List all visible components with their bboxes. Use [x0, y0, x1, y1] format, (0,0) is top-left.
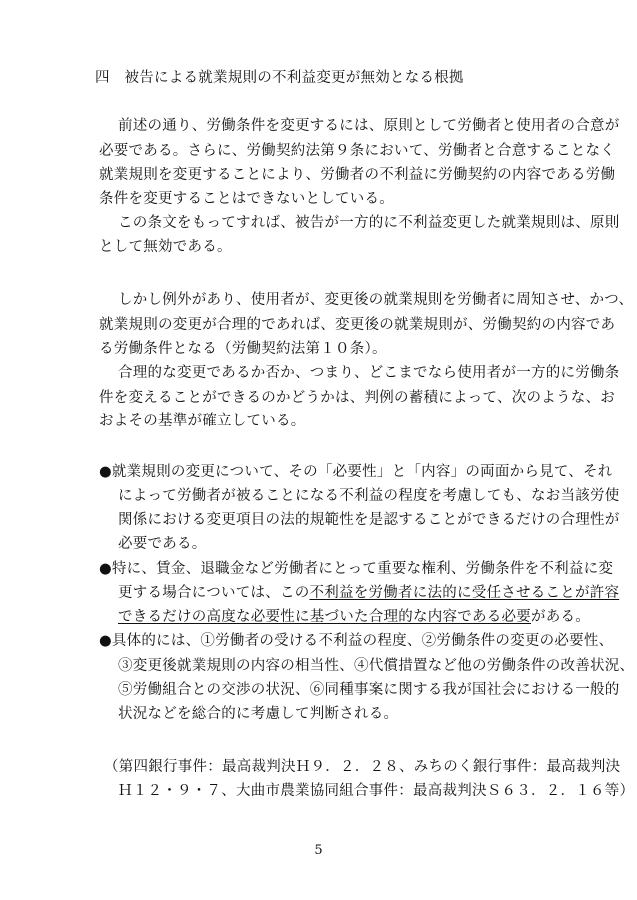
bullet-line: ●就業規則の変更について、その「必要性」と「内容」の両面から見て、それ: [99, 464, 613, 480]
page-number: 5: [314, 843, 323, 858]
bullet-line: [118, 607, 590, 627]
citation-line: （第四銀行事件：最高裁判決Ｈ９．２．２８、みちのく銀行事件：最高裁判決: [104, 759, 621, 775]
bullet-text: 更する場合については、この: [118, 585, 310, 601]
paragraph-line: しかし例外があり、使用者が、変更後の就業規則を労働者に周知させ、かつ、: [118, 292, 634, 308]
bullet-line: によって労働者が被ることになる不利益の程度を考慮しても、なお当該労使: [118, 488, 620, 504]
paragraph-line: およその基準が確立している。: [99, 413, 306, 429]
paragraph-line: 件を変えることができるのかどうかは、判例の蓄積によって、次のような、お: [99, 390, 615, 406]
bullet-line: ●具体的には、①労働者の受ける不利益の程度、②労働条件の変更の必要性、: [99, 633, 614, 649]
bullet-line: ③変更後就業規則の内容の相当性、④代償措置など他の労働条件の改善状況、: [118, 658, 635, 674]
underlined-text: 不利益を労働者に法的に受任させることが許容: [309, 585, 620, 601]
section-heading: 四 被告による就業規則の不利益変更が無効となる根拠: [95, 70, 464, 86]
citation-line: Ｈ１２・９・７、大曲市農業協同組合事件：最高裁判決Ｓ６３．２．１６等）: [118, 783, 635, 799]
paragraph-line: 合理的な変更であるか否か、つまり、どこまでなら使用者が一方的に労働条: [118, 365, 620, 381]
bullet-text: がある。: [531, 609, 590, 625]
bullet-line: 関係における変更項目の法的規範性を是認することができるだけの合理性が: [118, 512, 620, 528]
paragraph-line: として無効である。: [99, 239, 232, 255]
paragraph-line: 必要である。さらに、労働契約法第９条において、労働者と合意することなく: [99, 143, 615, 159]
bullet-line: ●特に、賃金、退職金など労働者にとって重要な権利、労働条件を不利益に変: [99, 561, 614, 577]
paragraph-line: 就業規則の変更が合理的であれば、変更後の就業規則が、労働契約の内容であ: [99, 317, 616, 333]
bullet-line: 状況などを総合的に考慮して判断される。: [118, 706, 399, 722]
bullet-line: [118, 583, 619, 603]
paragraph-line: る労働条件となる（労働契約法第１０条）。: [99, 341, 387, 357]
bullet-line: ⑤労働組合との交渉の状況、⑥同種事案に関する我が国社会における一般的: [118, 682, 620, 698]
underlined-text: できるだけの高度な必要性に基づいた合理的な内容である必要: [118, 609, 531, 625]
bullet-line: 必要である。: [118, 536, 207, 552]
paragraph-line: この条文をもってすれば、被告が一方的に不利益変更した就業規則は、原則: [118, 215, 620, 231]
paragraph-line: 前述の通り、労働条件を変更するには、原則として労働者と使用者の合意が: [118, 118, 620, 134]
paragraph-line: 就業規則を変更することにより、労働者の不利益に労働契約の内容である労働: [99, 167, 616, 183]
paragraph-line: 条件を変更することはできないとしている。: [99, 191, 394, 207]
